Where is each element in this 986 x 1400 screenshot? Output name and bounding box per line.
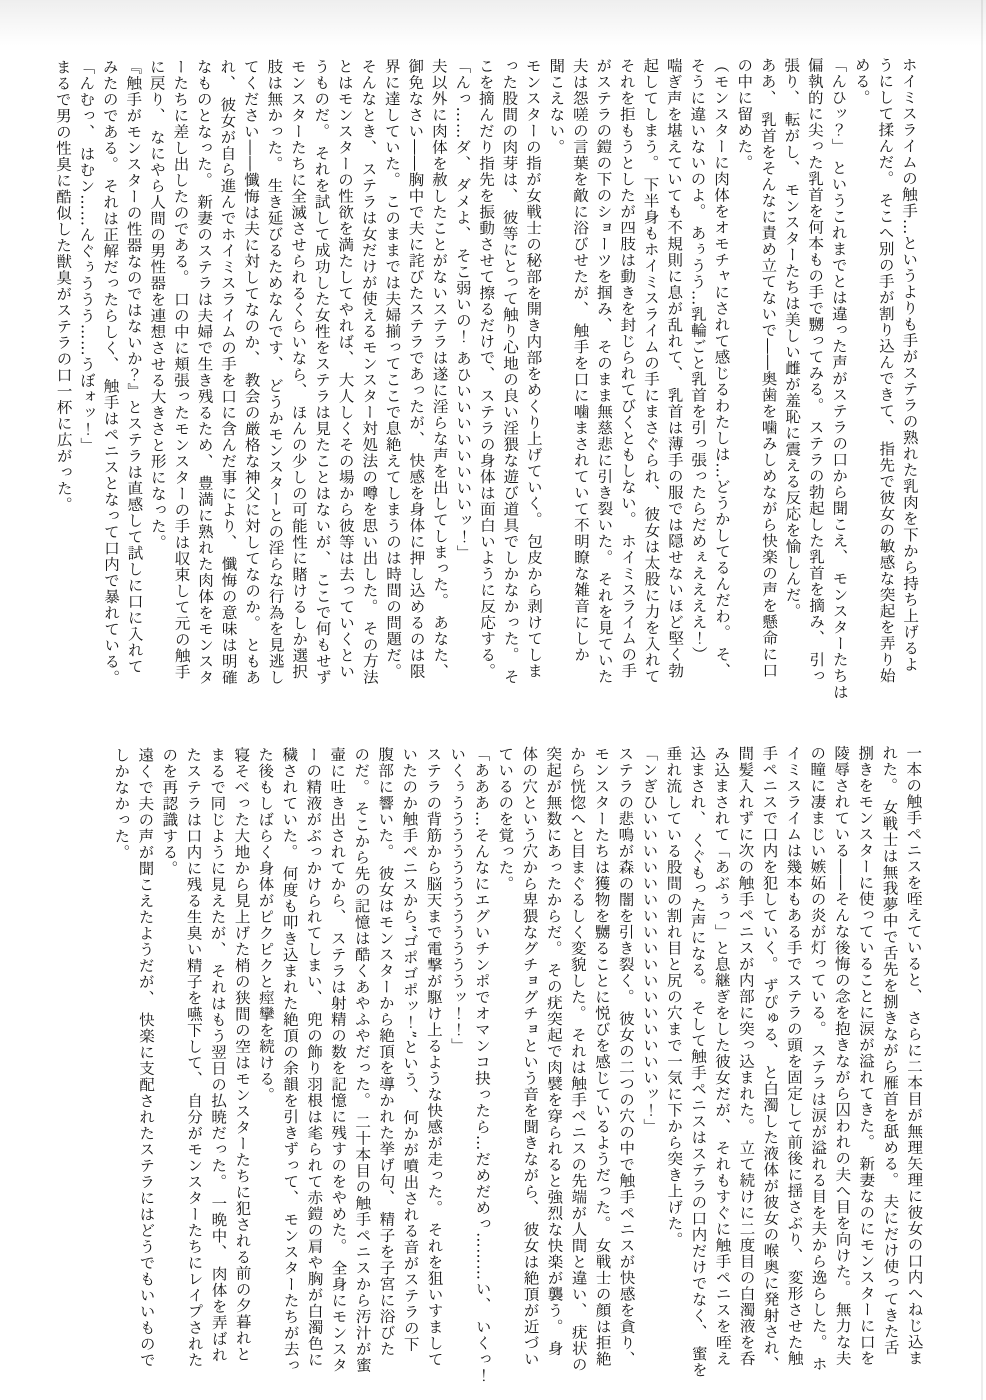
text-line: た後もしばらく身体がピクピクと痙攣を続ける。 [256, 746, 276, 1104]
text-line: 一本の触手ペニスを咥えていると、 さらに二本目が無理矢理に彼女の口内へねじ込ま [904, 744, 924, 1367]
text-line: ーたちに差し出したのである。 口の中に頬張ったモンスターの手は収束して元の触手 [170, 58, 191, 681]
text-line: 「ンぎひいいいいいいいいいいいいいいいいいッ！」 [640, 745, 660, 1135]
text-line: れ、 彼女が自ら進んでホイミスライムの手を口に含んだ事により、 懺悔の意味は明確 [217, 58, 238, 686]
text-line: （モンスターに肉体をオモチャにされて感じるわたしは…どうかしてるんだわ。 そ、 [711, 57, 731, 679]
text-line: そんなとき、 ステラは女だけが使えるモンスター対処法の噂を思い出した。 その方法 [358, 58, 379, 686]
text-line: がステラの鎧の下のショーツを掴み、 そのまま無慈悲に引き裂いた。 それを見ていた [593, 57, 614, 685]
text-line: 穢されていた。 何度も叩き込まれた絶頂の余韻を引きずって、 モンスターたちが去っ [280, 746, 300, 1374]
text-line: 御免なさい――胸中で夫に詫びたステラであったが、 快感を身体に押し込めるのは限 [405, 58, 426, 680]
text-line: 『触手がモンスターの性器なのではないか？』とステラは直感して試しに口に入れて [123, 58, 144, 675]
text-line: める。 [852, 56, 871, 106]
text-line: 陵辱されている――そんな後悔の念を抱きながら囚われの夫へ目を向けた。 無力な夫 [832, 745, 852, 1367]
text-line: 込まされ、 くぐもった声になる。 そして触手ペニスはステラの口内だけでなく、 蜜を [688, 745, 708, 1379]
text-line: 界に達していた。 このままでは夫婦揃ってここで息絶えてしまうのは時間の問題だ。 [382, 58, 402, 680]
text-line: れた。 女戦士は無我夢中で舌先を捌きながら雁首を舐める。 夫にだけ使ってきた舌 [880, 745, 900, 1356]
text-line: しかなかった。 [112, 747, 131, 861]
text-line: に戻り、 なにやら人間の男性器を連想させる大きさと形になった。 [147, 58, 167, 551]
text-line: みたのである。 それは正解だったらしく、 触手はペニスとなって口内で暴れている。 [100, 58, 120, 686]
text-line: 間髪入れずに次の触手ペニスが内部に突っ込まれた。 立て続けに二度目の白濁液を呑 [736, 745, 756, 1367]
text-line: の瞳に凄まじい嫉妬の炎が灯っている。 ステラは涙が溢れる目を夫から逸らした。 ホ [808, 745, 828, 1373]
text-line: 体の穴という穴から卑猥なグチョグチョという音を聞きながら、 彼女は絶頂が近づい [520, 745, 540, 1368]
text-line: 「あああ…そんなにエグいチンポでオマンコ抉ったら…だめだめっ………い、 いくっ！ [472, 746, 492, 1384]
text-line: たステラは口内に残る生臭い精子を嚥下して、 自分がモンスターたちにレイプされた [184, 746, 204, 1369]
text-line: のを再認識する。 [160, 746, 179, 877]
text-line: そうに違いないのよ。 あぅうう…乳輪ごと乳首を引っ張ったらだめぇええええ！） [687, 57, 708, 663]
text-line: 夫以外に肉体を赦したことがないステラは遂に淫らな声を出してしまった。 あなた、 [429, 58, 449, 680]
text-line: から恍惚へと目まぐるしく変貌した。 それは触手ペニスの先端が人間と違い、 疣状の [568, 745, 588, 1373]
text-line: ーの精液がぶっかけられてしまい、 兜の飾り羽根は毟られて赤鎧の肩や胸が白濁色に [304, 746, 324, 1368]
text-line: 捌きをモンスターに使っていることに涙が溢れてきた。 新妻なのにモンスターに口を [856, 745, 876, 1367]
text-line: てください――懺悔は夫に対してなのか、 教会の厳格な神父に対してなのか。 ともあ [241, 58, 261, 686]
text-line: 腹部に響いた。 彼女はモンスターから絶頂を導かれた挙げ句、 精子を子宮に浴びた [376, 746, 396, 1358]
text-line: み込まされて「あぶぅっ」と息継ぎをした彼女だが、 それもすぐに触手ペニスを咥え [712, 745, 732, 1367]
text-line: ステラの悲鳴が森の闇を引き裂く。 彼女の二つの穴の中で触手ペニスが快感を貪り、 [616, 745, 636, 1367]
text-line: 突起が無数にあったからだ。 その疣突起で肉襞を穿られると強烈な快楽が襲う。 身 [544, 745, 564, 1357]
page-edge-line [981, 0, 983, 1400]
text-line: 偏執的に尖った乳首を何本もの手で嬲ってみる。 ステラの勃起した乳首を摘み、 引っ [805, 57, 825, 685]
scan-top-shadow [0, 0, 986, 54]
text-line: ホイミスライムの触手…というよりも手がステラの熟れた乳肉を下から持ち上げるよ [899, 56, 919, 673]
text-line: 「んむっ、 はむン……んぐぅううう……うぼォッ！」 [76, 59, 96, 454]
text-line: 肢は無かった。 生き延びるためなんです、 どうかモンスターとの淫らな行為を見逃し [264, 58, 285, 686]
text-line: ているのを覚った。 [496, 746, 515, 892]
text-line: なものとなった。 新妻のステラは夫婦で生き残るため、 豊満に熟れた肉体をモンスタ [194, 58, 214, 686]
text-line: った股間の肉芽は、 彼等にとって触り心地の良い淫猥な遊び道具でしかなかった。 そ [499, 57, 520, 685]
text-line: 喘ぎ声を堪えていても不規則に息が乱れて、 乳首は薄手の服では隠せないほど堅く勃 [664, 57, 684, 679]
text-line: のだ。 そこから先の記憶は酷くあやふやだった。 二十本目の触手ペニスから汚汁が蜜 [352, 746, 372, 1374]
text-line: イミスライムは幾本もある手でステラの頭を固定して前後に揺さぶり、 変形させた触 [784, 745, 804, 1367]
text-line: モンスターたちは獲物を嬲ることに悦びを感じているようだった。 女戦士の顔は拒絶 [592, 745, 612, 1368]
text-line: まるで同じように見えたが、 それはもう翌日の払暁だった。 一晩中、 肉体を弄ばれ [208, 746, 228, 1364]
story-text-block-bottom [109, 744, 927, 1384]
text-line: 「んっ……ダ、 ダメよ、 そこ弱いの！ あひいいいいいいいいッ！」 [452, 58, 472, 561]
text-line: 壷に吐き出されてから、 ステラは射精の数を記憶に残すのをやめた。 全身にモンスタ [328, 746, 348, 1374]
text-line: 夫は怨嗟の言葉を敵に浴びせたが、 触手を口に噛まされていて不明瞭な雑音にしか [570, 57, 590, 663]
text-line: モンスターたちに全滅させられるくらいなら、 ほんの少しの可能性に賭けるしか選択 [288, 58, 308, 680]
text-line: 起してしまう。 下半身もホイミスライムの手にまさぐられ、 彼女は太股に力を入れて [640, 57, 661, 685]
text-line: 手ペニスで口内を犯していく。 ずぴゅる、 と白濁した液体が彼女の喉奥に発射され、 [760, 745, 780, 1373]
text-line: うにして揉んだ。 そこへ別の手が割り込んできて、 指先で彼女の敏感な突起を弄り始 [875, 56, 896, 684]
text-line: 聞こえない。 [546, 57, 565, 156]
text-line: 垂れ流している股間の割れ目と尻の穴まで一気に下から突き上げた。 [664, 745, 684, 1248]
text-line: 寝そべった大地から見上げた梢の狭間の空はモンスターたちに犯される前の夕暮れと [232, 746, 252, 1363]
text-line: とはモンスターの性欲を満たしてやれば、 大人しくその場から彼等は去っていくとい [335, 58, 355, 680]
text-line: ステラの背筋から脳天まで電撃が駆け上るような快感が走った。 それを狙いすまして [424, 746, 444, 1368]
text-line: モンスターの指が女戦士の秘部を開き内部をめくり上げていく。 包皮から剥けてしま [523, 57, 543, 680]
text-line: 遠くで夫の声が聞こえたようだが、 快楽に支配されたステラにはどうでもいいもので [136, 746, 156, 1369]
text-line: 張り、 転がし、 モンスターたちは美しい雌が羞恥に震える反応を愉しんだ。 [781, 57, 802, 620]
text-line: の中に留めた。 [734, 57, 753, 171]
text-line: 「んひッ？」 というこれまでとは違った声がステラの口から聞こえ、 モンスターたちは [828, 57, 849, 701]
text-line: まるで男の性臭に酷似した獣臭がステラの口一杯に広がった。 [53, 59, 73, 513]
text-line: ああ、 乳首をそんなに責め立てないで――奥歯を噛みしめながら快楽の声を懸命に口 [758, 57, 778, 679]
text-line: いたのか触手ペニスから”ゴポゴポッ！”という、 何かが噴出される音がステラの下 [400, 746, 420, 1353]
story-text-block-top [50, 56, 921, 701]
text-line: こを摘んだり指先を振動させて擦るだけで、 ステラの身体は面白いように反応する。 [476, 57, 496, 680]
text-line: いくぅううううううううううううッ！！」 [448, 746, 467, 1054]
text-line: うものだ。 それを試して成功した女性をステラは見たことはないが、 ここで何もせず [311, 58, 332, 686]
text-line: それを拒もうとしたが四肢は動きを封じられてびくともしない。 ホイミスライムの手 [617, 57, 637, 679]
